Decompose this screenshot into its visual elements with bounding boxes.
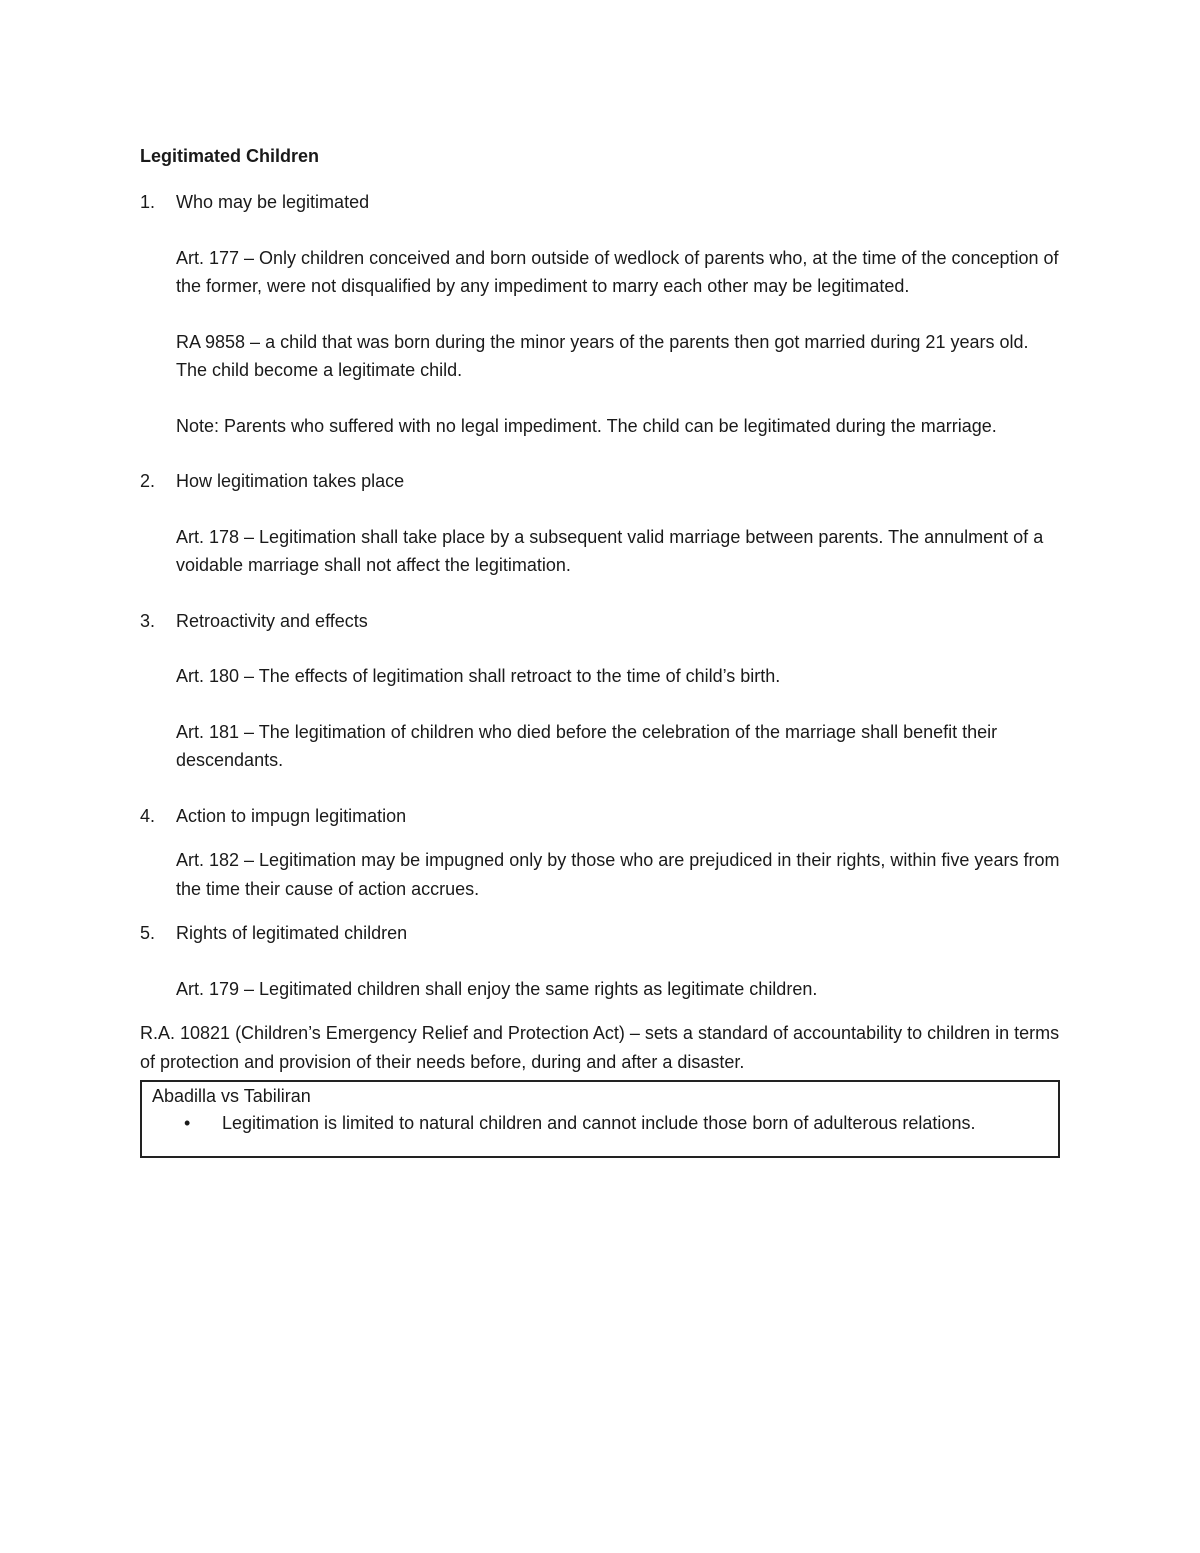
section-retroactivity-and-effects [140,607,1060,775]
section-heading [140,188,1060,217]
case-bullet-list [152,1110,1048,1136]
section-heading [140,607,1060,636]
case-box [140,1080,1060,1158]
section-label: Action to impugn legitimation [176,805,407,826]
section-heading [140,802,1060,831]
case-bullet-text: Legitimation is limited to natural children and cannot include those born of adulterous relations. [222,1113,976,1133]
article-182-paragraph: Art. 182 – Legitimation may be impugned only by those who are prejudiced in their rights, within five years from the time their cause of action accrues. [176,850,1060,899]
section-label: Rights of legitimated children [176,923,408,943]
section-number: 4. [140,805,156,826]
section-label: Retroactivity and effects [176,610,368,631]
article-181-paragraph: Art. 181 – The legitimation of children who died before the celebration of the marriage shall benefit their descendants. [176,721,998,770]
section-how-legitimation-takes-place [140,467,1060,580]
section-number: 2. [140,471,156,491]
section-heading [140,919,1060,948]
section-rights-of-legitimated-children [140,919,1060,1003]
article-179-paragraph: Art. 179 – Legitimated children shall enjoy the same rights as legitimate children. [176,978,818,999]
list-item [152,1110,1048,1136]
section-number: 5. [140,923,156,943]
bullet-icon: • [184,1113,191,1133]
article-178-paragraph: Art. 178 – Legitimation shall take place by a subsequent valid marriage between parents. The annulment of a voidable marriage shall not affect the legitimation. [176,526,1044,575]
case-title: Abadilla vs Tabiliran [152,1086,311,1106]
section-who-may-be-legitimated [140,188,1060,440]
section-label: Who may be legitimated [176,192,370,212]
section-label: How legitimation takes place [176,471,405,491]
article-180-paragraph: Art. 180 – The effects of legitimation shall retroact to the time of child’s birth. [176,666,781,686]
article-177-paragraph: Art. 177 – Only children conceived and born outside of wedlock of parents who, at the time of the conception of the former, were not disqualified by any impediment to marry each other may be legitimated. [176,247,1059,296]
note-paragraph: Note: Parents who suffered with no legal impediment. The child can be legitimated during the marriage. [176,415,997,436]
document-page [140,140,1060,1158]
section-number: 3. [140,610,156,631]
ra-9858-paragraph: RA 9858 – a child that was born during the minor years of the parents then got married during 21 years old. The child become a legitimate child. [176,331,1029,380]
section-heading [140,467,1060,496]
section-action-to-impugn-legitimation [140,802,1060,904]
document-title: Legitimated Children [140,146,320,166]
ra-10821-paragraph: R.A. 10821 (Children’s Emergency Relief and Protection Act) – sets a standard of accountability to children in terms of protection and provision of their needs before, during and after a disaster. [140,1023,1060,1072]
section-number: 1. [140,192,156,212]
